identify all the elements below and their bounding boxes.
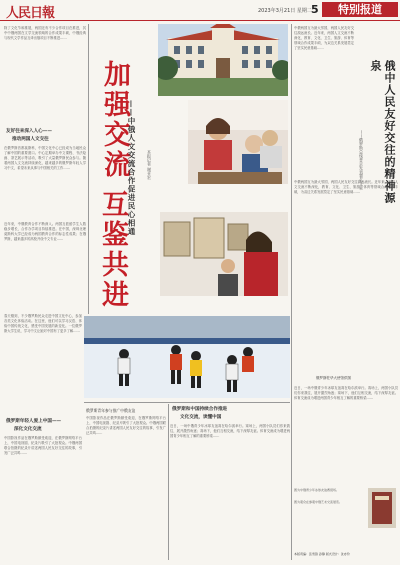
byline: 本报记者 谢亚宏 bbox=[147, 150, 152, 180]
bottom-mid-divider bbox=[168, 404, 169, 560]
bottom-mid-subhead: 俄罗斯青年参与推广中俄友谊 bbox=[86, 408, 136, 413]
left-column-divider bbox=[88, 24, 89, 314]
left-subhead-1b: 推动两国人文交往 bbox=[12, 137, 49, 142]
classroom-photo bbox=[188, 100, 288, 184]
hockey-caption: 图为中俄青少年冰球友谊赛现场。 bbox=[294, 488, 340, 492]
left-intro-text: 除了文化节和推展，两国还有不少合作项目在推进，其中中俄两国在文学交流领域的合作成果丰硕，中俄经典与现代文学作品互译出版项目不断推进…… bbox=[4, 26, 86, 40]
right-headline: 俄中人民友好交往的精神源泉 bbox=[369, 60, 396, 204]
headline-line-2: 互鉴共进 bbox=[97, 190, 128, 310]
bottom-mid-body: 中国影视作品在俄罗斯颇受欢迎，在俄罗斯网络平台上，中国电视剧、纪录片吸引了大批观众。中俄两国联合拍摄的纪录片讲述两国人民友好交往的故事，引发广泛共鸣…… bbox=[86, 416, 166, 435]
editor-credit: 本版责编：张雪锋 孙静 版式设计：沈亦伶 bbox=[294, 552, 350, 556]
left-body-2: 近年来，中俄教育合作不断深入。两国互派留学生人数稳步增长，合作办学项目持续推进。在中国，深圳北理莫斯科大学已经成为两国教育合作的标志性成果；在俄罗斯，越来越多的高校开设中文专业…… bbox=[4, 222, 86, 241]
right-subheadline: ——俄罗斯总统普京发表署名文章 bbox=[359, 130, 364, 190]
left-body-1: 在俄罗斯首都莫斯科，中国文化中心已经成为当地民众了解中国的重要窗口。中心定期举办中文课程、书法绘画、茶艺展示等活动，吸引了大量俄罗斯民众参与。随着两国人文交流持续深化，越来越多的俄罗斯年轻人学习中文，希望未来从事与中国相关的工作…… bbox=[4, 146, 86, 170]
exhibit-photo bbox=[160, 212, 288, 296]
bottom-left-body-2: 中国影视作品在俄罗斯颇受欢迎，在俄罗斯网络平台上，中国电视剧、纪录片吸引了大批观众。中俄两国联合拍摄的纪录片讲述两国人民友好交往的故事，引发广泛共鸣…… bbox=[4, 436, 82, 455]
right-intro-text: 中俄两国互为最大邻国，两国人民友好交往源远流长。近年来，两国人文交流不断深化，教育、文化、卫生、旅游、体育等领域合作成果丰硕，为双边关系发展奠定了坚实民意基础…… bbox=[294, 26, 354, 50]
headline-line-1: 加强交流 bbox=[99, 60, 130, 180]
page-number: 5 bbox=[311, 3, 319, 16]
hockey-photo bbox=[84, 316, 290, 398]
right-footer-1: 俄罗斯驻华大使馆供图 bbox=[316, 376, 351, 380]
bottom-left-subhead-b: 深化文化交流 bbox=[14, 427, 42, 432]
bottom-left-subhead: 俄罗斯年轻人爱上中国—— bbox=[6, 419, 62, 424]
section-banner: 特别报道 bbox=[322, 2, 398, 17]
issue-date: 2023年3月21日 星期二 bbox=[258, 8, 312, 14]
bottom-right-body: 近日，一场中俄青少年冰球友谊赛在哈尔滨举行。赛场上，两国小队员们你来我往，展开激烈角逐；赛场下，他们互相交流，结下深厚友谊。体育交流成为增进两国青少年相互了解的重要桥梁…… bbox=[170, 424, 290, 438]
right-body-text: 中俄两国互为最大邻国，两国人民友好交往源远流长。近年来，两国人文交流不断深化，教育、文化、卫生、旅游、体育等领域合作成果丰硕，为双边关系发展奠定了坚实民意基础…… bbox=[294, 180, 398, 194]
newspaper-logo: 人民日報 bbox=[6, 6, 55, 21]
left-subhead-1: 友好往来深入人心—— bbox=[6, 129, 52, 134]
exhibit-caption: 图为观众在参观中俄艺术交流展览。 bbox=[294, 500, 343, 504]
right-column-divider bbox=[291, 24, 292, 560]
bottom-right-subhead-2: 文化交流，读懂中国 bbox=[180, 415, 222, 420]
right-bottom-body: 近日，一场中俄青少年冰球友谊赛在哈尔滨举行。赛场上，两国小队员们你来我往，展开激烈角逐；赛场下，他们互相交流，结下深厚友谊。体育交流成为增进两国青少年相互了解的重要桥梁…… bbox=[294, 386, 398, 400]
subheadline: ——中俄人文交流合作促进民心相通 bbox=[127, 100, 136, 236]
bottom-divider bbox=[84, 402, 290, 403]
bottom-right-subhead: 俄罗斯和中国持续合作推进 bbox=[172, 407, 228, 412]
book-photo bbox=[368, 488, 396, 528]
villa-photo bbox=[158, 24, 288, 96]
masthead bbox=[0, 0, 400, 21]
bottom-left-body: 春天刚到，不少俄罗斯民众走进中国文化中心，参加各类文化体验活动。在这里，他们可以学习汉语、体验中国传统文化，感受中国发展的新变化。一位俄罗斯大学生说，学习中文让她对中国有了更多了解…… bbox=[4, 314, 82, 333]
